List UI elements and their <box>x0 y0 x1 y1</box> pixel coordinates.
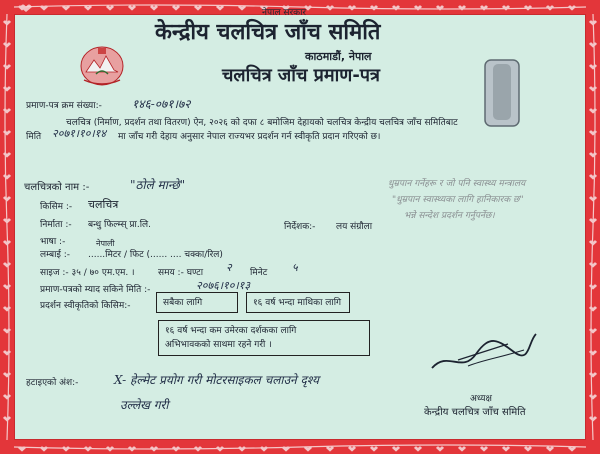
border-heart <box>370 5 378 10</box>
border-heart <box>3 306 11 311</box>
validity-value: २०७६।१०।१३ <box>196 279 251 292</box>
border-heart <box>458 5 466 10</box>
border-heart <box>172 5 180 10</box>
approval-option-under16 <box>158 320 370 356</box>
border-heart <box>589 306 597 311</box>
board-title: केन्द्रीय चलचित्र जाँच समिति <box>155 20 381 45</box>
removed-handwritten-2: उल्लेख गरी <box>120 398 169 412</box>
border-heart <box>458 446 466 451</box>
removed-label: हटाइएको अंश:- <box>26 378 79 388</box>
border-heart <box>524 446 532 451</box>
border-heart <box>392 5 400 10</box>
stamp-note-1: धुम्रपान गर्नेहरू र जो पनि स्वास्थ्य मन्त्रालय <box>388 179 526 189</box>
border-heart <box>84 446 92 451</box>
border-heart <box>589 86 597 91</box>
government-label: नेपाल सरकार <box>262 8 307 18</box>
approval-option-under16-line2: अभिभावकको साथमा रहने गरी । <box>165 340 272 350</box>
film-duration-minutes: ५ <box>292 261 298 274</box>
border-heart <box>568 5 576 10</box>
film-type-value: चलचित्र <box>88 198 119 211</box>
certificate-title: चलचित्र जाँच प्रमाण-पत्र <box>222 65 380 86</box>
film-language-value: नेपाली <box>96 239 115 248</box>
border-heart <box>3 372 11 377</box>
border-heart <box>589 372 597 377</box>
border-heart <box>172 446 180 451</box>
approval-label: प्रदर्शन स्वीकृतिको किसिम:- <box>40 301 131 311</box>
border-heart <box>480 5 488 10</box>
film-length-text: ......मिटर / फिट (...... .... चक्का/रिल) <box>88 250 223 260</box>
border-heart <box>3 108 11 113</box>
border-heart <box>589 262 597 267</box>
film-name-label: चलचित्रको नाम :- <box>24 182 90 193</box>
border-heart <box>260 446 268 451</box>
border-heart <box>128 446 136 451</box>
border-heart <box>194 5 202 10</box>
film-type-label: किसिम :- <box>40 202 73 212</box>
border-heart <box>40 446 48 451</box>
border-heart <box>3 284 11 289</box>
border-heart <box>150 446 158 451</box>
border-heart <box>3 130 11 135</box>
border-heart <box>3 262 11 267</box>
film-name-value: "ठोले मान्छे" <box>130 178 186 192</box>
border-heart <box>546 446 554 451</box>
film-director-value: लय संग्रौला <box>336 222 373 232</box>
border-heart <box>524 5 532 10</box>
film-producer-label: निर्माता :- <box>40 220 72 230</box>
certificate-no-value: १४६-०७१।७२ <box>132 97 191 111</box>
border-heart <box>414 5 422 10</box>
border-heart <box>589 350 597 355</box>
border-heart <box>62 446 70 451</box>
stamp-note-2: "धुम्रपान स्वास्थ्यका लागि हानिकारक छ" <box>392 195 524 205</box>
thumbprint-box <box>483 58 521 128</box>
film-size-label: साइज :- ३५ / ७० एम.एम. । <box>40 268 135 278</box>
border-heart <box>589 152 597 157</box>
border-heart <box>3 152 11 157</box>
city-label: काठमाडौं, नेपाल <box>305 50 372 63</box>
border-heart <box>589 174 597 179</box>
border-heart <box>194 446 202 451</box>
border-heart <box>3 42 11 47</box>
border-heart <box>589 284 597 289</box>
validity-label: प्रमाण-पत्रको म्याद सकिने मिति :- <box>40 285 151 295</box>
border-heart <box>84 5 92 10</box>
border-heart <box>480 446 488 451</box>
border-heart <box>348 446 356 451</box>
border-heart <box>3 328 11 333</box>
intro-line-2-prefix: मिति <box>26 132 42 142</box>
border-heart <box>128 5 136 10</box>
film-producer-value: बन्धु फिल्म्स् प्रा.लि. <box>88 220 152 230</box>
border-heart <box>589 130 597 135</box>
approval-option-16plus <box>246 292 350 313</box>
border-heart <box>589 42 597 47</box>
approval-option-all-text: सबैका लागि <box>163 298 203 308</box>
border-heart <box>370 446 378 451</box>
border-heart <box>589 328 597 333</box>
approval-option-all <box>156 292 238 313</box>
border-heart <box>3 196 11 201</box>
border-heart <box>106 446 114 451</box>
removed-handwritten-1: X- हेल्मेट प्रयोग गरी मोटरसाइकल चलाउने दृश्य <box>114 373 319 387</box>
border-heart <box>106 5 114 10</box>
film-duration-hours: २ <box>226 261 232 274</box>
border-heart <box>3 350 11 355</box>
border-heart <box>546 5 554 10</box>
border-heart <box>589 394 597 399</box>
border-heart <box>326 5 334 10</box>
border-heart <box>436 446 444 451</box>
film-director-label: निर्देशक:- <box>284 222 316 232</box>
approval-option-under16-line1: १६ वर्ष भन्दा कम उमेरका दर्शकका लागि <box>165 326 297 336</box>
border-heart <box>414 446 422 451</box>
border-heart <box>392 446 400 451</box>
signature-board: केन्द्रीय चलचित्र जाँच समिति <box>424 407 526 418</box>
film-duration-label: समय :- घण्टा <box>158 268 204 278</box>
border-heart <box>3 394 11 399</box>
intro-line-1: चलचित्र (निर्माण, प्रदर्शन तथा वितरण) ऐन, २०२६ को दफा ८ बमोजिम देहायको चलचित्र केन्द्रीय चलचित्र जाँच समितिबाट <box>66 118 458 128</box>
border-heart <box>502 446 510 451</box>
nepal-emblem-icon <box>78 42 126 88</box>
border-heart <box>436 5 444 10</box>
intro-line-2-rest: मा जाँच गरी देहाय अनुसार नेपाल राज्यभर प्रदर्शन गर्न स्वीकृति प्रदान गरिएको छ। <box>118 132 381 142</box>
border-heart <box>150 5 158 10</box>
border-heart <box>216 5 224 10</box>
film-length-label: लम्बाई :- <box>40 250 71 260</box>
film-language-label: भाषा :- <box>40 237 66 247</box>
border-heart <box>216 446 224 451</box>
border-heart <box>589 416 597 421</box>
border-heart <box>589 196 597 201</box>
certificate-no-label: प्रमाण-पत्र क्रम संख्या:- <box>26 101 102 111</box>
chairman-signature <box>428 330 538 378</box>
border-heart <box>3 86 11 91</box>
border-heart <box>3 64 11 69</box>
signature-title: अध्यक्ष <box>470 394 492 404</box>
border-heart <box>589 108 597 113</box>
border-heart <box>238 446 246 451</box>
border-heart <box>3 174 11 179</box>
film-minutes-label: मिनेट <box>250 268 268 278</box>
border-heart <box>589 64 597 69</box>
border-heart <box>348 5 356 10</box>
border-heart <box>3 416 11 421</box>
intro-date: २०७१।१०।१४ <box>52 127 107 140</box>
approval-option-16plus-text: १६ वर्ष भन्दा माथिका लागि <box>253 298 342 308</box>
border-heart <box>502 5 510 10</box>
border-heart <box>326 446 334 451</box>
stamp-note-3: भन्ने सन्देश प्रदर्शन गर्नुपर्नेछ। <box>404 211 495 221</box>
